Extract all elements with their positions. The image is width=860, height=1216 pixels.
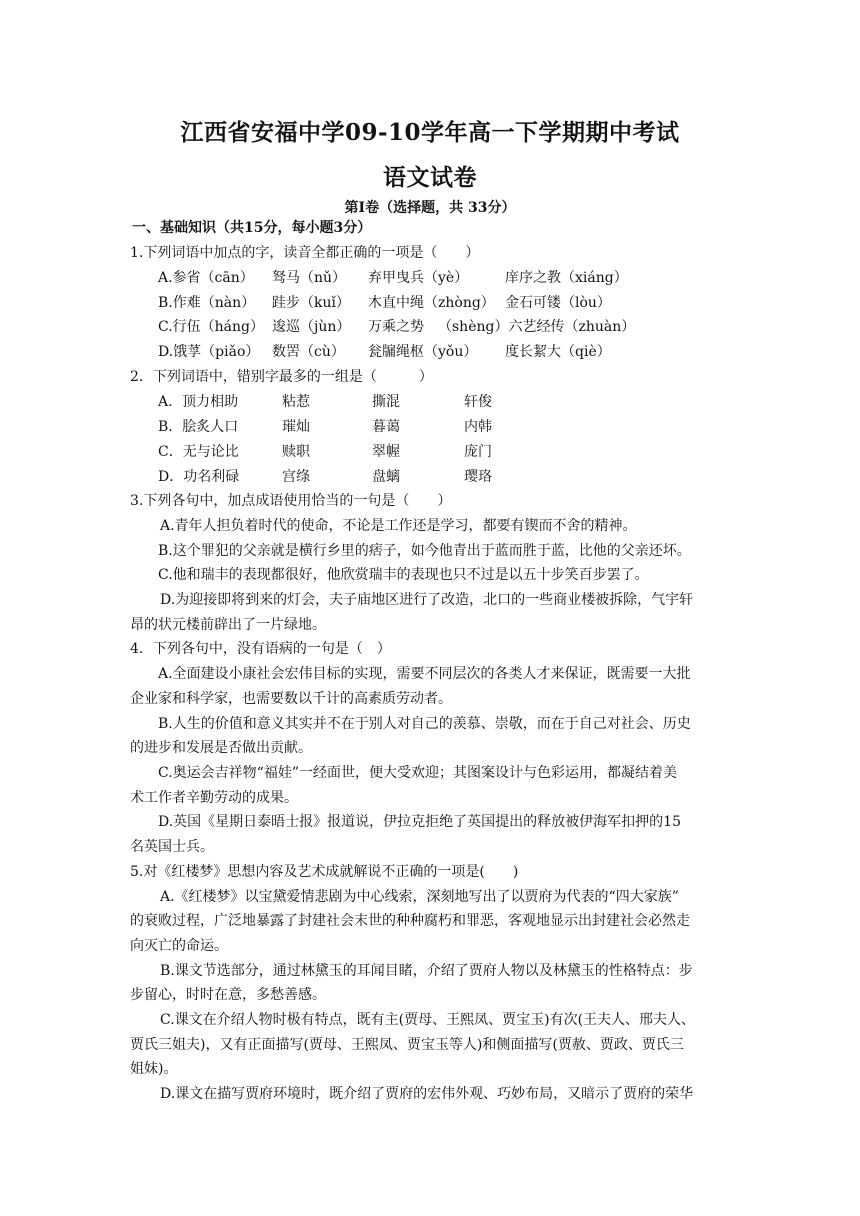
q1-a-3: 弃甲曳兵（yè） — [368, 270, 469, 286]
q1-option-b — [158, 294, 611, 312]
q2-c-2: 赎职 — [282, 444, 310, 460]
q4-option-b-line2: 的进步和发展是否做出贡献。 — [130, 740, 312, 756]
q2-stem: 2．下列词语中，错别字最多的一组是（ ） — [130, 369, 433, 385]
q4-option-a-line1: A.全面建设小康社会宏伟目标的实现，需要不同层次的各类人才来保证，既需要一大批 — [158, 666, 691, 682]
q2-option-c — [158, 443, 492, 461]
q3-option-c: C.他和瑞丰的表现都很好，他欣赏瑞丰的表现也只不过是以五十步笑百步罢了。 — [158, 567, 649, 583]
q4-option-a-line2: 企业家和科学家，也需要数以千计的高素质劳动者。 — [130, 691, 452, 707]
q2-option-b — [158, 418, 492, 436]
q1-d-3: 瓮牖绳枢（yǒu） — [368, 344, 478, 360]
exam-title: 江西省安福中学09-10学年高一下学期期中考试 — [180, 119, 680, 146]
exam-subtitle: 语文试卷 — [383, 164, 477, 191]
q2-c-3: 翠幄 — [372, 444, 400, 460]
q1-c-4: （shèng）六艺经传（zhuàn） — [438, 319, 636, 335]
q5-stem: 5.对《红楼梦》思想内容及艺术成就解说不正确的一项是( ) — [130, 864, 519, 880]
q1-d-4: 度长絜大（qiè） — [505, 344, 611, 360]
q2-option-a — [158, 393, 492, 411]
q2-b-4: 内韩 — [464, 419, 492, 435]
q5-option-a-line1: A.《红楼梦》以宝黛爱情悲剧为中心线索，深刻地写出了以贾府为代表的“四大家族” — [160, 889, 679, 905]
part1-heading: 一、基础知识（共15分，每小题3分） — [132, 220, 372, 236]
section-header: 第Ⅰ卷（选择题，共 33分） — [344, 200, 516, 216]
q2-d-1: D．功名利碌 — [158, 469, 240, 485]
q2-b-1: B．脍炙人口 — [158, 419, 239, 435]
q5-option-c-line3: 姐妹)。 — [130, 1061, 178, 1077]
q5-option-a-line2: 的衰败过程，广泛地暴露了封建社会末世的种种腐朽和罪恶，客观地显示出封建社会必然走 — [130, 913, 690, 929]
q2-d-2: 宫绦 — [282, 469, 310, 485]
q1-c-3: 万乘之势 — [368, 319, 424, 335]
q2-option-d — [158, 468, 492, 486]
q1-a-2: 驽马（nǔ） — [272, 270, 347, 286]
q2-d-4: 璎珞 — [464, 469, 492, 485]
q1-option-d — [158, 343, 611, 361]
q3-stem: 3.下列各句中，加点成语使用恰当的一句是（ ） — [130, 493, 452, 509]
q1-b-1: B.作难（nàn） — [158, 295, 256, 311]
q1-stem: 1.下列词语中加点的字，读音全都正确的一项是（ ） — [130, 245, 480, 261]
q2-a-1: A．顶力相助 — [158, 394, 239, 410]
q1-c-2: 逡巡（jùn） — [272, 319, 351, 335]
q3-option-b: B.这个罪犯的父亲就是横行乡里的痞子，如今他青出于蓝而胜于蓝，比他的父亲还坏。 — [158, 543, 691, 559]
q2-d-3: 盘螭 — [372, 469, 400, 485]
q2-a-3: 撕混 — [372, 394, 400, 410]
q2-c-1: C．无与论比 — [158, 444, 239, 460]
q3-option-a: A.青年人担负着时代的使命，不论是工作还是学习，都要有锲而不舍的精神。 — [160, 518, 637, 534]
q5-option-a-line3: 向灭亡的命运。 — [130, 938, 228, 954]
q2-a-4: 轩俊 — [464, 394, 492, 410]
q5-option-b-line2: 步留心，时时在意，多愁善感。 — [130, 987, 326, 1003]
q2-c-4: 庞门 — [464, 444, 492, 460]
q1-b-3: 木直中绳（zhòng） — [368, 295, 495, 311]
q1-a-4: 庠序之教（xiáng） — [505, 270, 628, 286]
q1-b-2: 跬步（kuǐ） — [272, 295, 350, 311]
q5-option-d-line1: D.课文在描写贾府环境时，既介绍了贾府的宏伟外观、巧妙布局，又暗示了贾府的荣华 — [160, 1086, 694, 1102]
q5-option-b-line1: B.课文节选部分，通过林黛玉的耳闻目睹，介绍了贾府人物以及林黛玉的性格特点：步 — [160, 963, 693, 979]
q2-b-3: 暮蔼 — [372, 419, 400, 435]
q3-option-d-line1: D.为迎接即将到来的灯会，夫子庙地区进行了改造，北口的一些商业楼被拆除，气宇轩 — [160, 592, 694, 608]
q1-a-1: A.参省（cān） — [158, 270, 254, 286]
q4-option-d-line2: 名英国士兵。 — [130, 839, 214, 855]
q2-a-2: 粘惹 — [282, 394, 310, 410]
q3-option-d-line2: 昂的状元楼前辟出了一片绿地。 — [130, 617, 326, 633]
q1-option-c — [158, 318, 635, 336]
q4-option-d-line1: D.英国《星期日泰晤士报》报道说，伊拉克拒绝了英国提出的释放被伊海军扣押的15 — [158, 814, 681, 830]
q1-c-1: C.行伍（háng） — [158, 319, 265, 335]
q4-option-c-line2: 术工作者辛勤劳动的成果。 — [130, 790, 298, 806]
q5-option-c-line1: C.课文在介绍人物时极有特点，既有主(贾母、王熙凤、贾宝玉)有次(王夫人、邢夫人、 — [160, 1012, 696, 1028]
q4-option-b-line1: B.人生的价值和意义其实并不在于别人对自己的羡慕、崇敬，而在于自己对社会、历史 — [158, 716, 691, 732]
q4-stem: 4．下列各句中，没有语病的一句是（ ） — [130, 641, 391, 657]
q4-option-c-line1: C.奥运会吉祥物“福娃”一经面世，便大受欢迎；其图案设计与色彩运用，都凝结着美 — [158, 765, 677, 781]
q5-option-c-line2: 贾氏三姐夫)，又有正面描写(贾母、王熙凤、贾宝玉等人)和侧面描写(贾赦、贾政、贾氏三 — [130, 1037, 684, 1053]
q1-b-4: 金石可镂（lòu） — [505, 295, 611, 311]
q1-d-1: D.饿莩（piǎo） — [158, 344, 260, 360]
q2-b-2: 璀灿 — [282, 419, 310, 435]
q1-d-2: 数罟（cù） — [272, 344, 345, 360]
q1-option-a — [158, 269, 628, 287]
